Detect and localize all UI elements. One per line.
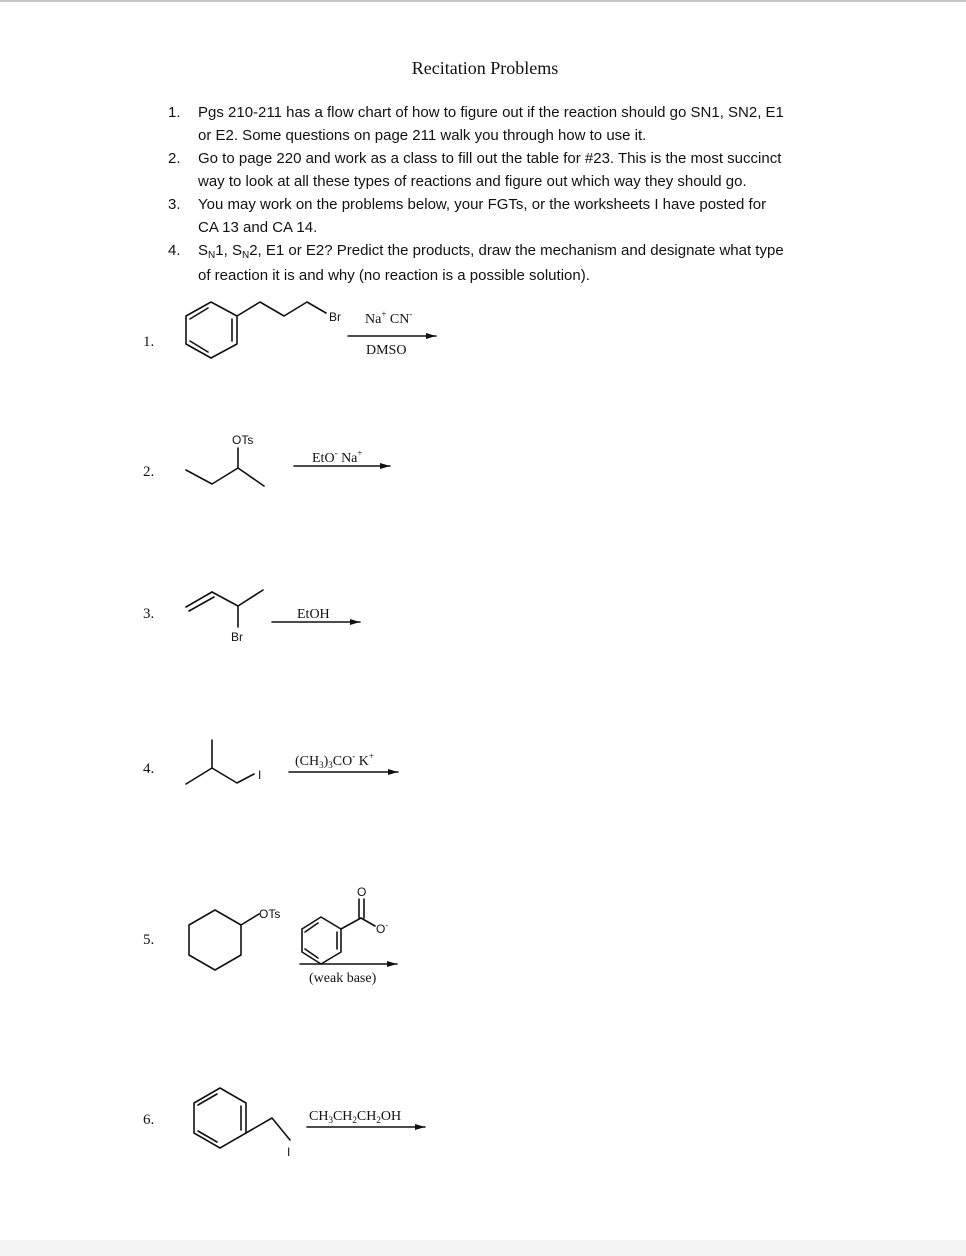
problem-3-structure bbox=[186, 590, 263, 627]
cyclohexane-ring bbox=[189, 910, 241, 970]
instruction-text: 1, bbox=[215, 242, 232, 259]
instruction-line: Pgs 210-211 has a flow chart of how to figure out if the reaction should go SN1, SN2, E1 bbox=[198, 104, 784, 121]
benzene-ring bbox=[186, 302, 237, 358]
instruction-line: You may work on the problems below, your FGTs, or the worksheets I have posted for bbox=[198, 196, 767, 213]
sn-label: S bbox=[198, 242, 209, 259]
reagent-label: EtO- Na+ bbox=[312, 448, 363, 466]
solvent-label: DMSO bbox=[366, 343, 407, 358]
instruction-line: way to look at all these types of reactions and figure out which way they should go. bbox=[198, 173, 747, 190]
reagent-label: $CH_3CH_2CH_2OH$ bbox=[309, 1109, 402, 1125]
instruction-number: 4. bbox=[168, 242, 181, 259]
problem-number: 6. bbox=[143, 1112, 155, 1128]
benzene-ring bbox=[302, 917, 341, 964]
leaving-group-label: I bbox=[287, 1145, 291, 1159]
benzene-ring bbox=[194, 1088, 246, 1148]
subscript: N bbox=[241, 250, 250, 261]
problem-number: 2. bbox=[143, 464, 155, 480]
problem-number: 1. bbox=[143, 334, 155, 350]
instruction-line: Go to page 220 and work as a class to fill out the table for #23. This is the most succinct bbox=[198, 150, 782, 167]
problem-5-structure bbox=[189, 910, 259, 970]
problem-number: 5. bbox=[143, 932, 155, 948]
benzoate-reagent bbox=[302, 899, 375, 964]
reagent-label: $(CH_3)_3CO^-$ K+ bbox=[295, 751, 374, 770]
reagent-label: EtOH bbox=[297, 607, 330, 622]
subscript: N bbox=[208, 250, 216, 261]
problem-2-structure bbox=[186, 448, 264, 486]
problem-number: 3. bbox=[143, 606, 155, 622]
leaving-group-label: OTs bbox=[232, 433, 254, 447]
instruction-text: 2, E1 or E2? Predict the products, draw the mechanism and designate what type bbox=[249, 242, 784, 259]
page-bottom-edge bbox=[0, 1240, 966, 1256]
page-title: Recitation Problems bbox=[411, 58, 559, 78]
carbonyl-oxygen-label: O bbox=[357, 885, 367, 899]
problem-4-structure bbox=[186, 740, 254, 784]
problem-1-structure bbox=[186, 302, 326, 358]
reagent-label: Na+ CN- bbox=[365, 309, 413, 327]
leaving-group-label: I bbox=[258, 768, 262, 782]
anion-oxygen-label: O- bbox=[376, 921, 389, 936]
reagent-note: (weak base) bbox=[309, 971, 377, 986]
leaving-group-label: OTs bbox=[259, 907, 281, 921]
problem-6-structure bbox=[194, 1088, 290, 1148]
leaving-group-label: Br bbox=[329, 310, 341, 324]
instruction-line: of reaction it is and why (no reaction is a possible solution). bbox=[198, 267, 590, 284]
instruction-line: CA 13 and CA 14. bbox=[198, 219, 318, 236]
instruction-number: 1. bbox=[168, 104, 181, 121]
leaving-group-label: Br bbox=[231, 630, 243, 644]
instruction-number: 3. bbox=[168, 196, 181, 213]
instruction-number: 2. bbox=[168, 150, 181, 167]
instruction-line: or E2. Some questions on page 211 walk you through how to use it. bbox=[198, 127, 647, 144]
problem-number: 4. bbox=[143, 761, 155, 777]
sn-label: S bbox=[231, 242, 242, 259]
